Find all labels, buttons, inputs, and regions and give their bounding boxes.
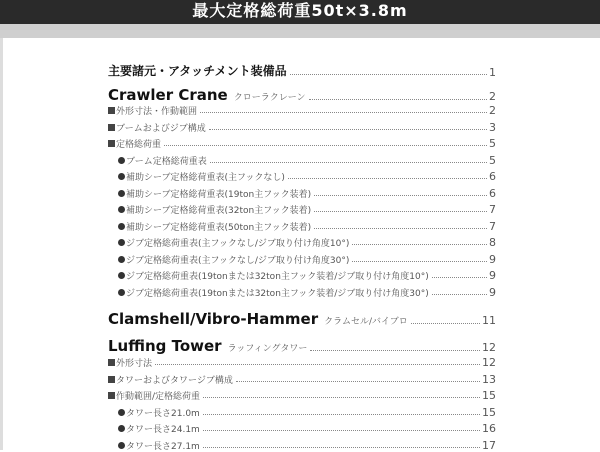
toc-page: 17 <box>482 438 496 452</box>
square-bullet-icon <box>108 107 115 114</box>
toc-label: ジブ定格総荷重表(主フックなし/ジブ取り付け角度30°) <box>126 255 350 266</box>
header-title: 最大定格総荷重50t×3.8m <box>0 0 600 24</box>
toc-entry[interactable] <box>108 373 496 386</box>
toc-label: 補助シーブ定格総荷重表(19ton主フック装着) <box>126 189 312 200</box>
toc-label: タワー長さ24.1m <box>126 425 200 435</box>
toc-page: 12 <box>482 356 496 369</box>
section-subtitle: クラムセル/バイブロ <box>324 317 408 327</box>
leader-dots <box>432 294 487 295</box>
section-title: Crawler Crane <box>108 86 228 104</box>
toc-page: 3 <box>489 120 496 134</box>
toc-entry-main[interactable] <box>108 62 496 79</box>
toc-label: タワーおよびタワージブ構成 <box>116 375 233 386</box>
toc-entry[interactable] <box>118 154 496 167</box>
toc-label: タワー長さ21.0m <box>126 408 200 419</box>
toc-page: 13 <box>482 372 496 386</box>
circle-bullet-icon <box>118 206 125 213</box>
square-bullet-icon <box>108 359 115 366</box>
toc-entry[interactable] <box>118 187 496 200</box>
toc-entry[interactable] <box>108 389 496 402</box>
toc-label: 外形寸法 <box>116 359 153 369</box>
toc-entry[interactable] <box>108 104 496 117</box>
toc-section-crawler[interactable] <box>108 86 496 104</box>
header-band <box>0 24 600 38</box>
toc-label: ジブ定格総荷重表(主フックなし/ジブ取り付け角度10°) <box>126 239 350 249</box>
circle-bullet-icon <box>118 157 125 164</box>
toc-page: 16 <box>482 422 496 435</box>
toc-label: ジブ定格総荷重表(19tonまたは32ton主フック装着/ジブ取り付け角度10°) <box>126 272 429 282</box>
toc-entry[interactable] <box>108 137 496 150</box>
page-edge <box>0 38 3 450</box>
toc-section-clamshell[interactable] <box>108 310 496 328</box>
toc-label: 補助シーブ定格総荷重表(主フックなし) <box>126 173 285 183</box>
toc-page: 5 <box>489 137 496 150</box>
toc-entry[interactable] <box>118 220 496 233</box>
toc-page: 7 <box>489 219 496 233</box>
toc-page: 6 <box>489 186 496 200</box>
leader-dots <box>310 350 480 351</box>
toc-entry[interactable] <box>118 203 496 216</box>
circle-bullet-icon <box>118 425 125 432</box>
leader-dots <box>352 244 487 245</box>
circle-bullet-icon <box>118 442 125 449</box>
leader-dots <box>203 414 480 415</box>
toc-page: 5 <box>489 153 496 167</box>
toc-label: 補助シーブ定格総荷重表(50ton主フック装着) <box>126 222 312 233</box>
toc-page: 2 <box>489 104 496 117</box>
square-bullet-icon <box>108 376 115 383</box>
toc-page: 9 <box>489 269 496 282</box>
section-title: Clamshell/Vibro-Hammer <box>108 310 319 328</box>
leader-dots <box>200 112 487 113</box>
leader-dots <box>411 323 480 324</box>
toc-page: 15 <box>482 389 496 402</box>
toc-entry[interactable] <box>118 170 496 183</box>
leader-dots <box>314 211 487 212</box>
toc-label: 外形寸法・作動範囲 <box>116 107 198 117</box>
square-bullet-icon <box>108 140 115 147</box>
circle-bullet-icon <box>118 289 125 296</box>
circle-bullet-icon <box>118 239 125 246</box>
leader-dots <box>209 129 487 130</box>
toc-page: 11 <box>482 314 496 327</box>
toc-page: 2 <box>489 90 496 103</box>
toc-label: 主要諸元・アタッチメント装備品 <box>108 64 287 78</box>
square-bullet-icon <box>108 124 115 131</box>
leader-dots <box>352 261 487 262</box>
toc-section-luffing[interactable] <box>108 337 496 355</box>
leader-dots <box>290 74 487 75</box>
toc-page: 9 <box>489 285 496 299</box>
toc-label: 作動範囲/定格総荷重 <box>116 392 201 402</box>
toc-entry[interactable] <box>108 356 496 369</box>
toc-entry[interactable] <box>118 422 496 435</box>
leader-dots <box>314 228 487 229</box>
toc-entry[interactable] <box>108 121 496 134</box>
toc-page: 15 <box>482 405 496 419</box>
toc-label: ジブ定格総荷重表(19tonまたは32ton主フック装着/ジブ取り付け角度30°) <box>126 288 429 299</box>
leader-dots <box>432 277 487 278</box>
toc-entry[interactable] <box>118 269 496 282</box>
toc-label: 定格総荷重 <box>116 140 162 150</box>
leader-dots <box>288 178 487 179</box>
toc-label: タワー長さ27.1m <box>126 441 200 452</box>
toc-page: 9 <box>489 252 496 266</box>
toc-entry[interactable] <box>118 236 496 249</box>
toc-entry[interactable] <box>118 253 496 266</box>
toc-page: 7 <box>489 203 496 216</box>
circle-bullet-icon <box>118 223 125 230</box>
toc-label: 補助シーブ定格総荷重表(32ton主フック装着) <box>126 206 312 216</box>
leader-dots <box>309 99 487 100</box>
circle-bullet-icon <box>118 272 125 279</box>
square-bullet-icon <box>108 392 115 399</box>
leader-dots <box>203 397 480 398</box>
circle-bullet-icon <box>118 256 125 263</box>
toc-page: 8 <box>489 236 496 249</box>
leader-dots <box>203 447 480 448</box>
circle-bullet-icon <box>118 409 125 416</box>
section-title: Luffing Tower <box>108 337 222 355</box>
circle-bullet-icon <box>118 190 125 197</box>
leader-dots <box>210 162 487 163</box>
section-subtitle: クローラクレーン <box>233 93 306 103</box>
section-subtitle: ラッフィングタワー <box>227 344 308 354</box>
toc-page: 12 <box>482 341 496 354</box>
toc-entry[interactable] <box>118 286 496 299</box>
toc-label: ブーム定格総荷重表 <box>126 156 207 167</box>
leader-dots <box>164 145 487 146</box>
toc-page: 6 <box>489 170 496 183</box>
leader-dots <box>236 381 480 382</box>
circle-bullet-icon <box>118 173 125 180</box>
leader-dots <box>155 364 480 365</box>
leader-dots <box>203 430 480 431</box>
toc-label: ブームおよびジブ構成 <box>116 123 206 134</box>
toc-page: 1 <box>489 66 496 79</box>
leader-dots <box>314 195 487 196</box>
toc-entry[interactable] <box>118 406 496 419</box>
